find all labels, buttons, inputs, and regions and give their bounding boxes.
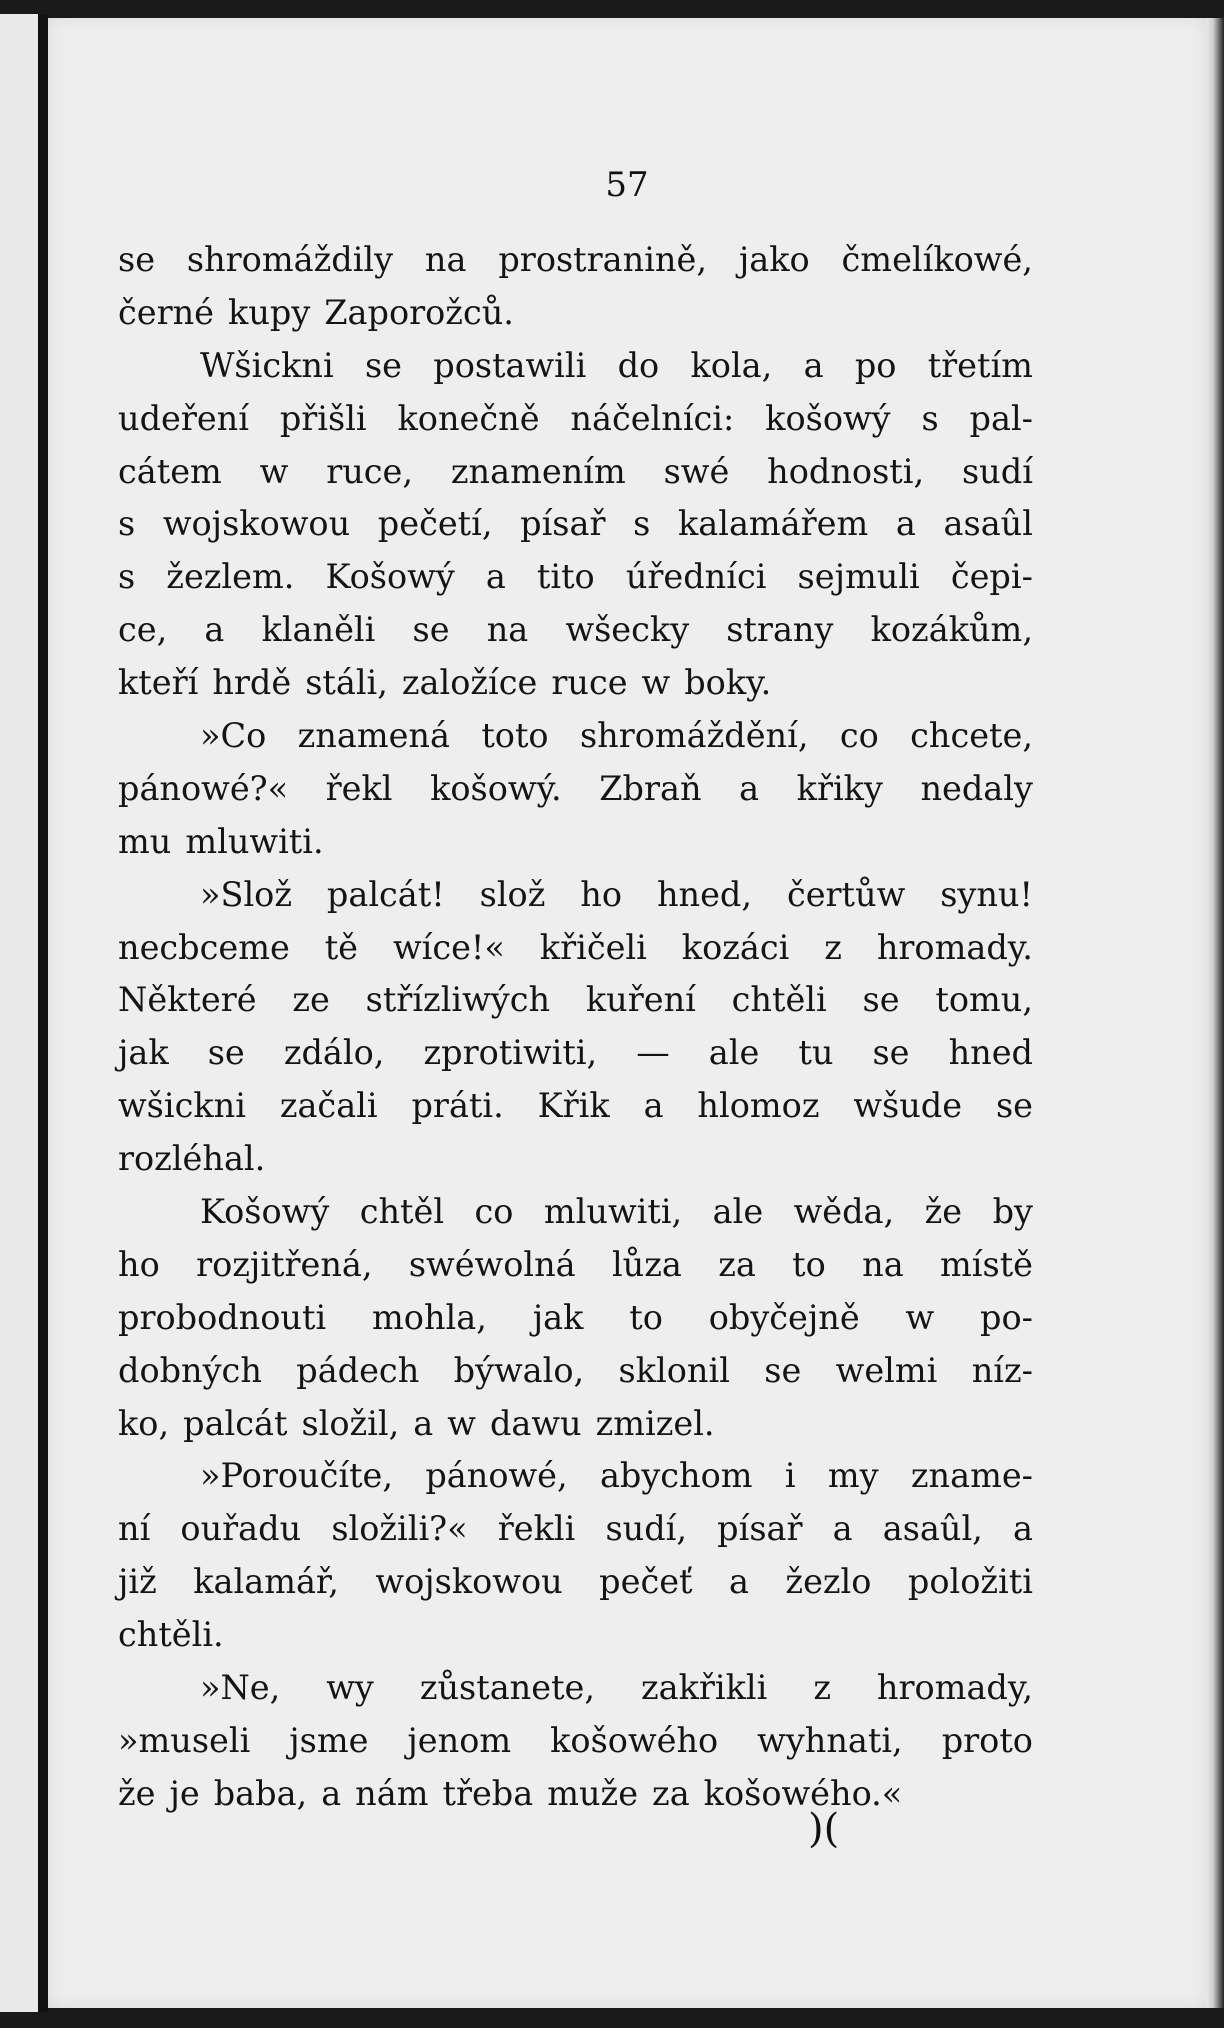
word: střízliwých <box>365 980 551 1020</box>
word: wojskowou <box>162 504 351 544</box>
text-line <box>118 1715 1033 1768</box>
word: se <box>995 1086 1033 1126</box>
word: že <box>924 1192 963 1232</box>
word: postawili <box>433 345 587 385</box>
word: pánowé?« <box>118 768 289 808</box>
word: jak <box>532 1297 584 1337</box>
word: »Co <box>200 716 267 756</box>
word: náčelníci: <box>570 398 735 438</box>
word: chcete, <box>910 716 1033 756</box>
word: kupy <box>228 292 311 332</box>
text-line <box>118 1450 1033 1503</box>
word: asaûl, <box>882 1509 983 1549</box>
word: toto <box>481 716 549 756</box>
word: wy <box>326 1668 374 1708</box>
word: složil, <box>301 1403 400 1443</box>
word: košowý. <box>430 768 562 808</box>
word: a <box>728 1562 749 1602</box>
text-line <box>118 287 1033 340</box>
word: mluwiti, <box>543 1192 683 1232</box>
word: místě <box>940 1244 1033 1284</box>
word: hrdě <box>212 663 292 703</box>
word: klaněli <box>261 610 376 650</box>
word: a <box>321 1773 342 1813</box>
word: ruce <box>551 663 628 703</box>
word: w <box>905 1297 935 1337</box>
word: ce, <box>118 610 168 650</box>
word: ko, <box>118 1403 170 1443</box>
word: dobných <box>118 1350 262 1390</box>
text-line <box>118 1239 1033 1292</box>
word: se <box>118 240 156 279</box>
word: ní <box>118 1509 151 1549</box>
word: kozáci <box>681 927 790 967</box>
word: kuření <box>585 980 696 1020</box>
word: necbceme <box>118 927 290 967</box>
word: se <box>412 610 450 650</box>
text-line <box>118 1345 1033 1398</box>
word: »Ne, <box>200 1668 281 1708</box>
word: kola, <box>690 345 773 385</box>
word: znamená <box>297 716 450 756</box>
word: po <box>854 345 897 385</box>
word: se <box>207 1033 245 1073</box>
word: rozjitřená, <box>196 1244 373 1284</box>
word: ruce, <box>326 451 414 491</box>
word: se <box>364 345 402 385</box>
text-line <box>118 922 1033 975</box>
word: košowý <box>765 398 891 438</box>
word: — <box>636 1033 670 1073</box>
word: a <box>413 1403 434 1443</box>
word: se <box>764 1350 802 1390</box>
word: Košowý <box>325 557 455 597</box>
word: swéwolná <box>408 1244 576 1284</box>
word: sklonil <box>618 1350 730 1390</box>
word: a <box>803 345 824 385</box>
word: jenom <box>407 1720 512 1760</box>
word: a <box>485 557 506 597</box>
text-line <box>118 446 1033 499</box>
word: sudí, <box>605 1509 688 1549</box>
word: wšude <box>853 1086 963 1126</box>
word: swé <box>663 451 730 491</box>
word: křiky <box>796 768 883 808</box>
text-line <box>118 604 1033 657</box>
word: jak <box>118 1033 169 1073</box>
word: s <box>118 504 136 544</box>
word: probodnouti <box>118 1297 327 1337</box>
word: nám <box>355 1773 429 1813</box>
text-line <box>118 1768 1033 1821</box>
text-line <box>118 1398 1033 1451</box>
text-line <box>118 657 1033 710</box>
word: a <box>739 768 760 808</box>
word: strany <box>726 610 834 650</box>
word: kteří <box>118 663 199 703</box>
word: úředníci <box>625 557 767 597</box>
word: s <box>118 557 136 597</box>
word: kalamář, <box>193 1562 339 1602</box>
word: hned, <box>656 874 753 914</box>
word: košowého.« <box>703 1773 903 1813</box>
word: rozléhal. <box>118 1139 266 1179</box>
word: třetím <box>927 345 1033 385</box>
word: udeření <box>118 398 249 438</box>
facing-page-edge <box>0 14 38 2012</box>
word: pal- <box>969 398 1033 438</box>
word: složili?« <box>331 1509 468 1549</box>
word: z <box>813 1668 831 1708</box>
word: palcát <box>183 1403 288 1443</box>
word: prostranině, <box>498 240 707 279</box>
word: wšickni <box>118 1086 246 1126</box>
word: níz- <box>971 1350 1033 1390</box>
text-line <box>118 1080 1033 1133</box>
word: shromáždily <box>186 240 394 279</box>
word: hodnosti, <box>767 451 925 491</box>
word: kozákům, <box>870 610 1033 650</box>
word: ouřadu <box>180 1509 302 1549</box>
word: písař <box>520 504 606 544</box>
word: a <box>643 1086 664 1126</box>
text-line <box>118 551 1033 604</box>
word: shromáždění, <box>579 716 809 756</box>
word: čertůw <box>786 874 906 914</box>
word: Křik <box>537 1086 610 1126</box>
word: křičeli <box>539 927 647 967</box>
word: pečeť <box>599 1562 693 1602</box>
word: »Poroučíte, <box>200 1456 394 1496</box>
text-line <box>118 1556 1033 1609</box>
word: a <box>832 1509 853 1549</box>
word: pánowé, <box>425 1456 568 1496</box>
word: Košowý <box>200 1192 330 1232</box>
page-edge-shadow <box>1206 18 1224 2008</box>
word: mu <box>118 821 172 861</box>
word: stáli, <box>305 663 388 703</box>
word: s <box>633 504 651 544</box>
word: Některé <box>118 980 257 1020</box>
word: práti. <box>411 1086 504 1126</box>
text-line <box>118 816 1033 869</box>
word: chtěli <box>731 980 827 1020</box>
word: wyhnati, <box>757 1720 903 1760</box>
word: asaûl <box>943 504 1033 544</box>
text-line <box>118 340 1033 393</box>
word: »Slož <box>200 874 292 914</box>
word: zmizel. <box>595 1403 715 1443</box>
binding-shadow <box>38 14 48 2012</box>
word: proto <box>941 1720 1033 1760</box>
word: řekl <box>325 768 393 808</box>
word: konečně <box>397 398 540 438</box>
word: hromady, <box>876 1668 1033 1708</box>
text-line <box>118 234 1033 287</box>
word: již <box>118 1562 157 1602</box>
word: ale <box>712 1192 764 1232</box>
text-line <box>118 1662 1033 1715</box>
word: zdálo, <box>283 1033 385 1073</box>
word: písař <box>717 1509 803 1549</box>
word: zakřikli <box>640 1668 768 1708</box>
word: že <box>118 1773 156 1813</box>
word: tomu, <box>935 980 1033 1020</box>
word: by <box>992 1192 1033 1232</box>
word: to <box>629 1297 663 1337</box>
word: slož <box>479 874 546 914</box>
word: ze <box>292 980 330 1020</box>
word: pečetí, <box>377 504 493 544</box>
word: wšecky <box>565 610 690 650</box>
word: zůstanete, <box>419 1668 596 1708</box>
word: ale <box>708 1033 760 1073</box>
word: je <box>169 1773 200 1813</box>
word: čmelíkowé, <box>841 240 1033 279</box>
word: lůza <box>611 1244 682 1284</box>
word: pádech <box>296 1350 420 1390</box>
word: baba, <box>213 1773 308 1813</box>
text-line <box>118 1186 1033 1239</box>
word: a <box>204 610 225 650</box>
word: na <box>424 240 467 279</box>
word: se <box>872 1033 910 1073</box>
word: z <box>824 927 842 967</box>
word: chtěli. <box>118 1615 224 1655</box>
word: abychom <box>599 1456 753 1496</box>
word: za <box>652 1773 690 1813</box>
word: cátem <box>118 451 222 491</box>
word: žezlo <box>785 1562 872 1602</box>
word: »museli <box>118 1720 251 1760</box>
word: hromady. <box>876 927 1033 967</box>
word: přišli <box>279 398 367 438</box>
word: Zaporožců. <box>324 292 514 332</box>
word: a <box>1012 1509 1033 1549</box>
word: býwalo, <box>453 1350 585 1390</box>
word: palcát! <box>326 874 445 914</box>
word: mluwiti. <box>185 821 324 861</box>
word: po- <box>980 1297 1033 1337</box>
word: na <box>862 1244 904 1284</box>
body-text <box>118 234 1033 1821</box>
word: za <box>718 1244 756 1284</box>
word: třeba <box>442 1773 534 1813</box>
word: čepi- <box>950 557 1033 597</box>
word: začali <box>279 1086 378 1126</box>
word: založíce <box>401 663 538 703</box>
text-line <box>118 393 1033 446</box>
text-line <box>118 1503 1033 1556</box>
word: wojskowou <box>375 1562 563 1602</box>
end-ornament: )( <box>808 1806 840 1852</box>
word: žezlem. <box>166 557 295 597</box>
word: muže <box>547 1773 639 1813</box>
word: Zbraň <box>599 768 702 808</box>
word: do <box>617 345 660 385</box>
word: obyčejně <box>708 1297 860 1337</box>
word: kalamářem <box>677 504 869 544</box>
word: černé <box>118 292 215 332</box>
word: to <box>792 1244 826 1284</box>
word: zname- <box>910 1456 1033 1496</box>
word: wíce!« <box>392 927 505 967</box>
word: ho <box>118 1244 160 1284</box>
text-line <box>118 1292 1033 1345</box>
word: tito <box>536 557 595 597</box>
text-line <box>118 498 1033 551</box>
word: košowého <box>550 1720 719 1760</box>
text-line <box>118 1027 1033 1080</box>
word: zprotiwiti, <box>423 1033 598 1073</box>
word: tu <box>798 1033 834 1073</box>
word: ho <box>580 874 623 914</box>
text-line <box>118 974 1033 1027</box>
word: sudí <box>961 451 1033 491</box>
word: hned <box>948 1033 1033 1073</box>
word: a <box>895 504 916 544</box>
word: nedaly <box>920 768 1033 808</box>
word: na <box>486 610 529 650</box>
text-line <box>118 710 1033 763</box>
word: boky. <box>684 663 772 703</box>
word: mohla, <box>372 1297 487 1337</box>
word: Wšickni <box>200 345 334 385</box>
text-line <box>118 763 1033 816</box>
word: jako <box>738 240 810 279</box>
text-line <box>118 1609 1033 1662</box>
word: wěda, <box>793 1192 895 1232</box>
word: hlomoz <box>697 1086 820 1126</box>
word: jsme <box>289 1720 369 1760</box>
word: se <box>862 980 900 1020</box>
word: sejmuli <box>797 557 920 597</box>
page-number: 57 <box>605 165 649 205</box>
word: w <box>259 451 289 491</box>
word: řekli <box>497 1509 576 1549</box>
word: chtěl <box>359 1192 445 1232</box>
word: w <box>641 663 671 703</box>
word: w <box>447 1403 476 1443</box>
word: co <box>474 1192 514 1232</box>
word: dawu <box>489 1403 582 1443</box>
word: synu! <box>940 874 1033 914</box>
word: i <box>784 1456 796 1496</box>
word: s <box>921 398 939 438</box>
word: co <box>839 716 879 756</box>
word: položiti <box>907 1562 1033 1602</box>
word: tě <box>324 927 359 967</box>
word: my <box>827 1456 879 1496</box>
word: welmi <box>835 1350 938 1390</box>
text-line <box>118 1133 1033 1186</box>
word: znamením <box>450 451 626 491</box>
text-line <box>118 869 1033 922</box>
